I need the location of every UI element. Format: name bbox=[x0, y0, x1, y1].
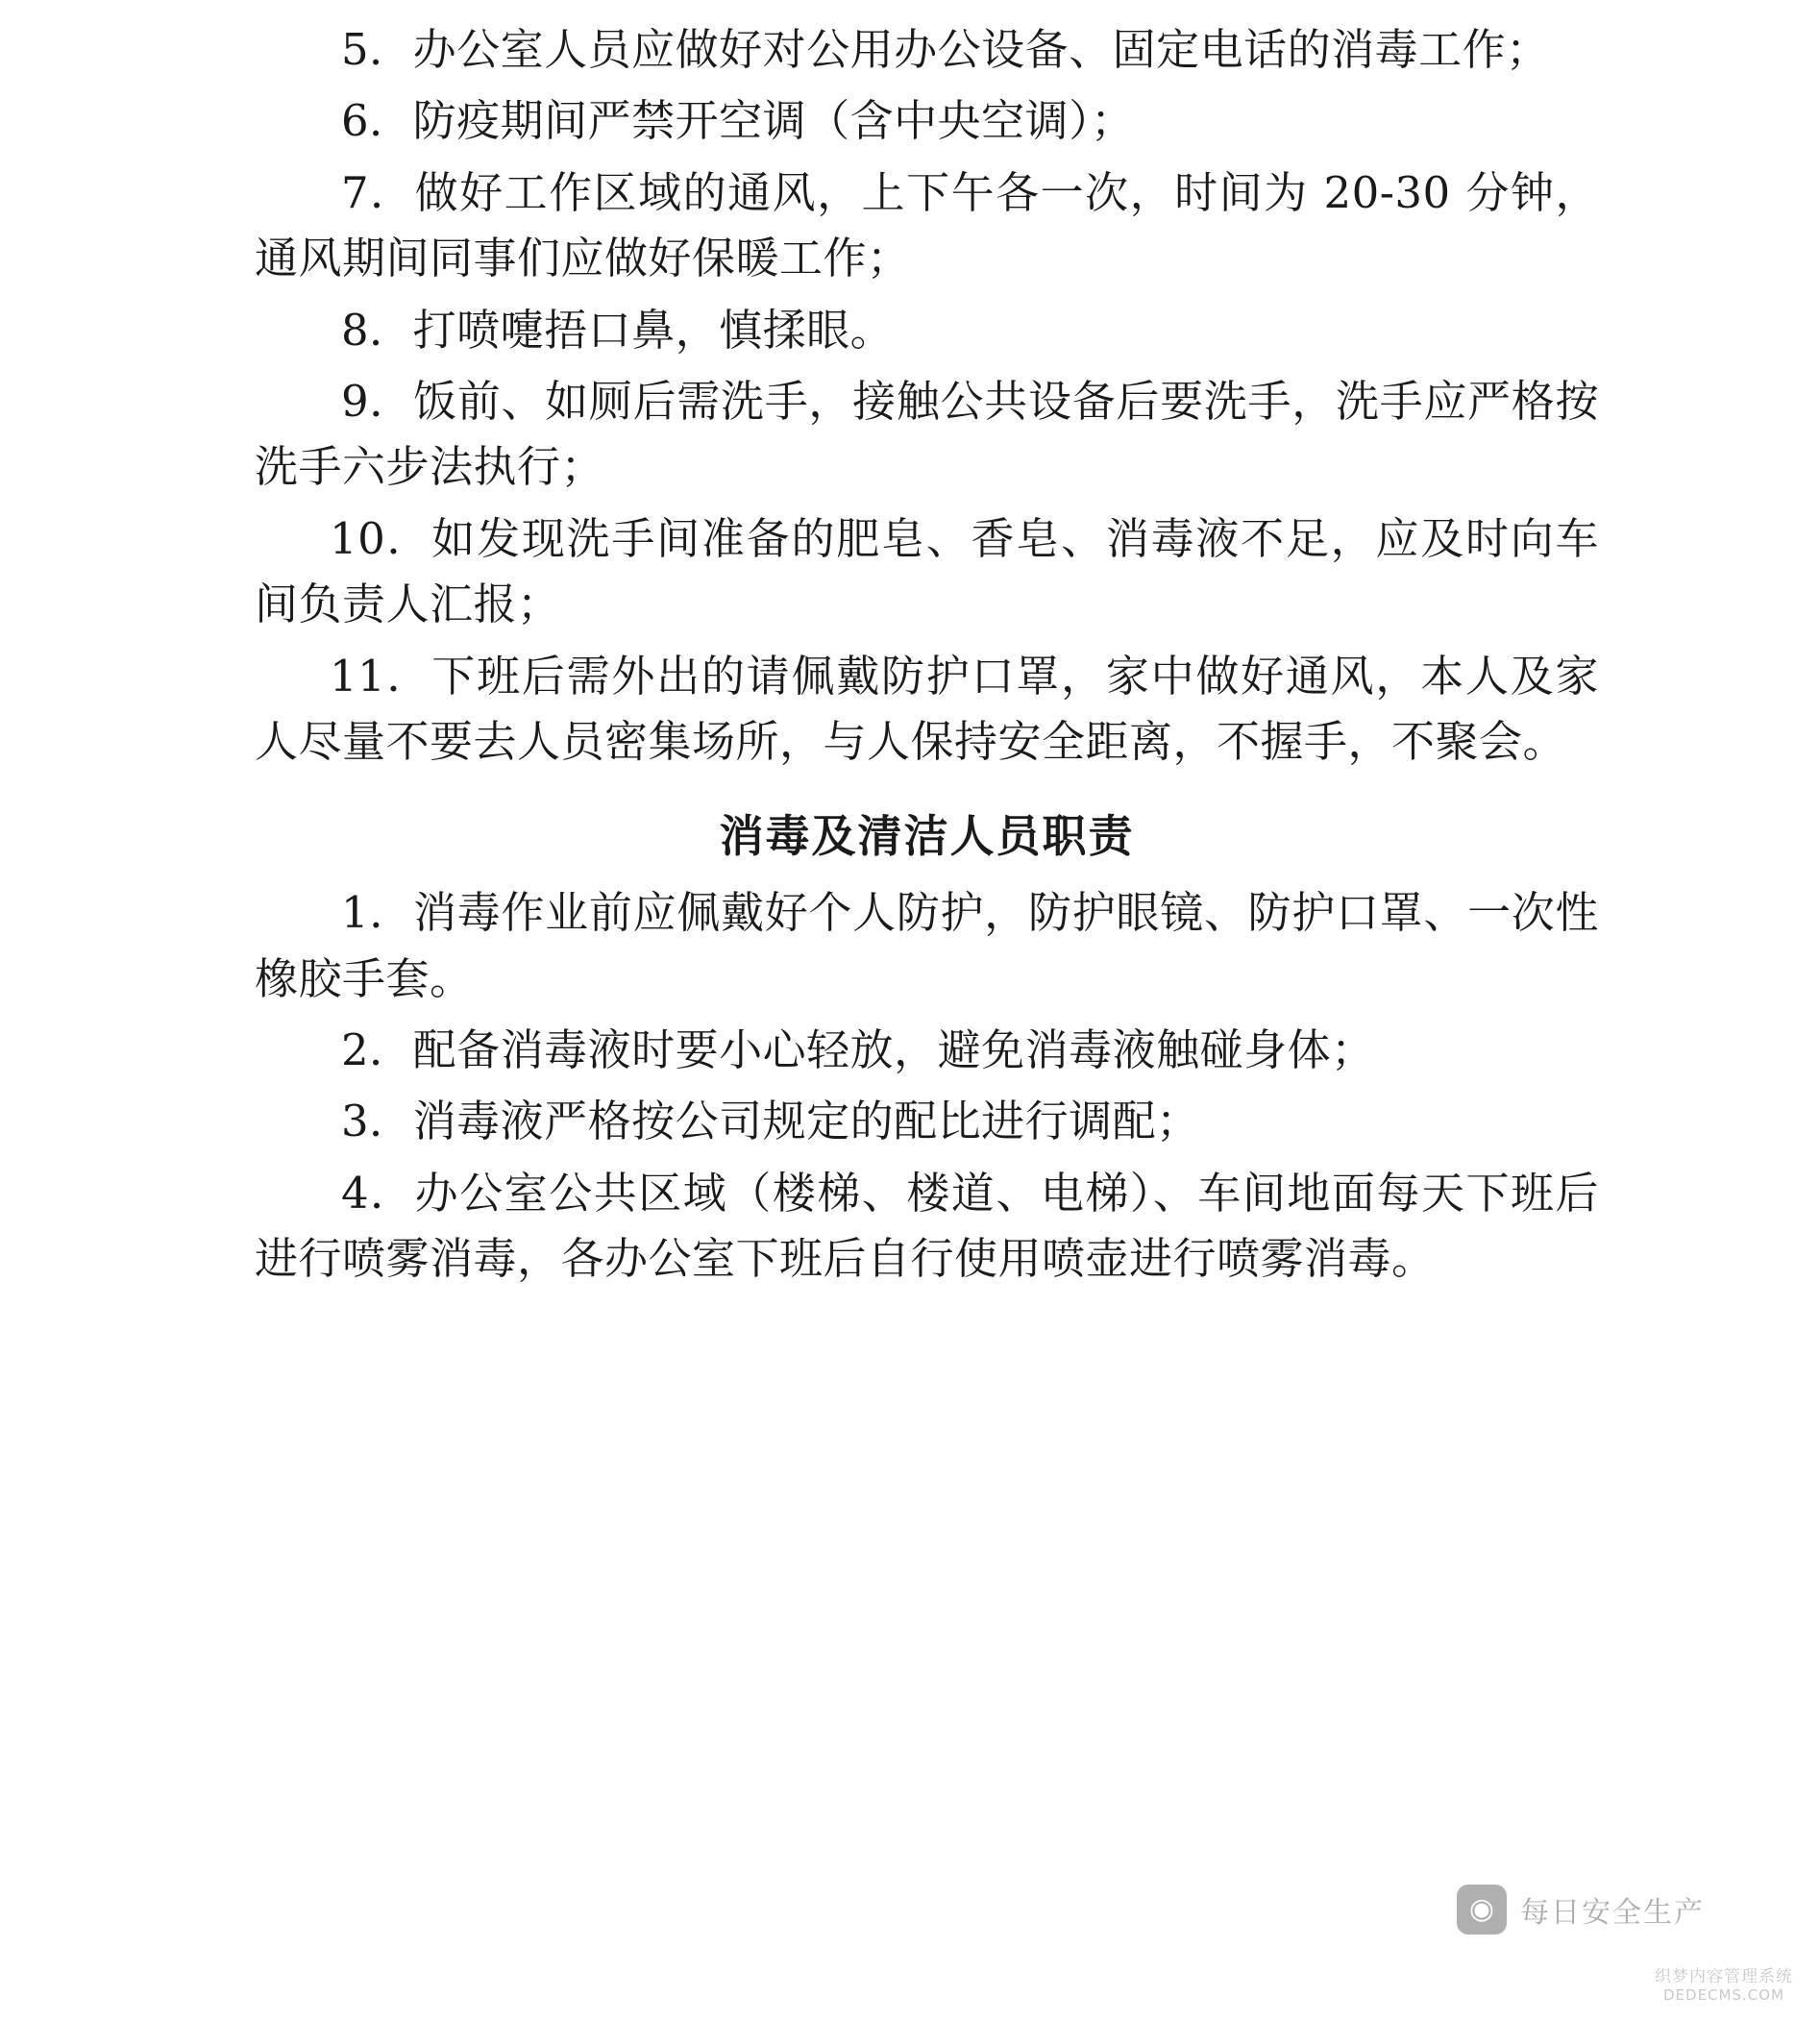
duty-item-3: 3．消毒液严格按公司规定的配比进行调配； bbox=[341, 1096, 1200, 1147]
list-item-6: 6．防疫期间严禁开空调（含中央空调）； bbox=[341, 95, 1135, 147]
list-item-7: 7．做好工作区域的通风，上下午各一次，时间为 20-30 分钟，通风期间同事们应做好保暖工作； bbox=[255, 166, 1599, 284]
wechat-account-name: 每日安全生产 bbox=[1520, 1896, 1705, 1930]
list-item-8: 8．打喷嚏捂口鼻，慎揉眼。 bbox=[341, 304, 895, 356]
cms-watermark-line1: 织梦内容管理系统 bbox=[1655, 1966, 1793, 1986]
wechat-icon: ◉ bbox=[1457, 1885, 1507, 1935]
duty-item-2: 2．配备消毒液时要小心轻放，避免消毒液触碰身体； bbox=[341, 1024, 1375, 1076]
list-item-10: 10．如发现洗手间准备的肥皂、香皂、消毒液不足，应及时向车间负责人汇报； bbox=[255, 512, 1599, 630]
cms-watermark-line2: DEDECMS.COM bbox=[1663, 1986, 1784, 2004]
list-item-11: 11．下班后需外出的请佩戴防护口罩，家中做好通风，本人及家人尽量不要去人员密集场所，与人保持安全距离，不握手，不聚会。 bbox=[255, 650, 1599, 767]
list-item-5: 5．办公室人员应做好对公用办公设备、固定电话的消毒工作； bbox=[341, 24, 1550, 75]
cms-watermark bbox=[1655, 1967, 1793, 2004]
wechat-watermark bbox=[1457, 1885, 1705, 1935]
duty-item-4: 4．办公室公共区域（楼梯、楼道、电梯）、车间地面每天下班后进行喷雾消毒，各办公室下班后自行使用喷壶进行喷雾消毒。 bbox=[255, 1167, 1599, 1285]
list-item-9: 9．饭前、如厕后需洗手，接触公共设备后要洗手，洗手应严格按洗手六步法执行； bbox=[255, 375, 1599, 493]
duty-item-1: 1．消毒作业前应佩戴好个人防护，防护眼镜、防护口罩、一次性橡胶手套。 bbox=[255, 887, 1599, 1004]
section-heading: 消毒及清洁人员职责 bbox=[719, 810, 1135, 863]
